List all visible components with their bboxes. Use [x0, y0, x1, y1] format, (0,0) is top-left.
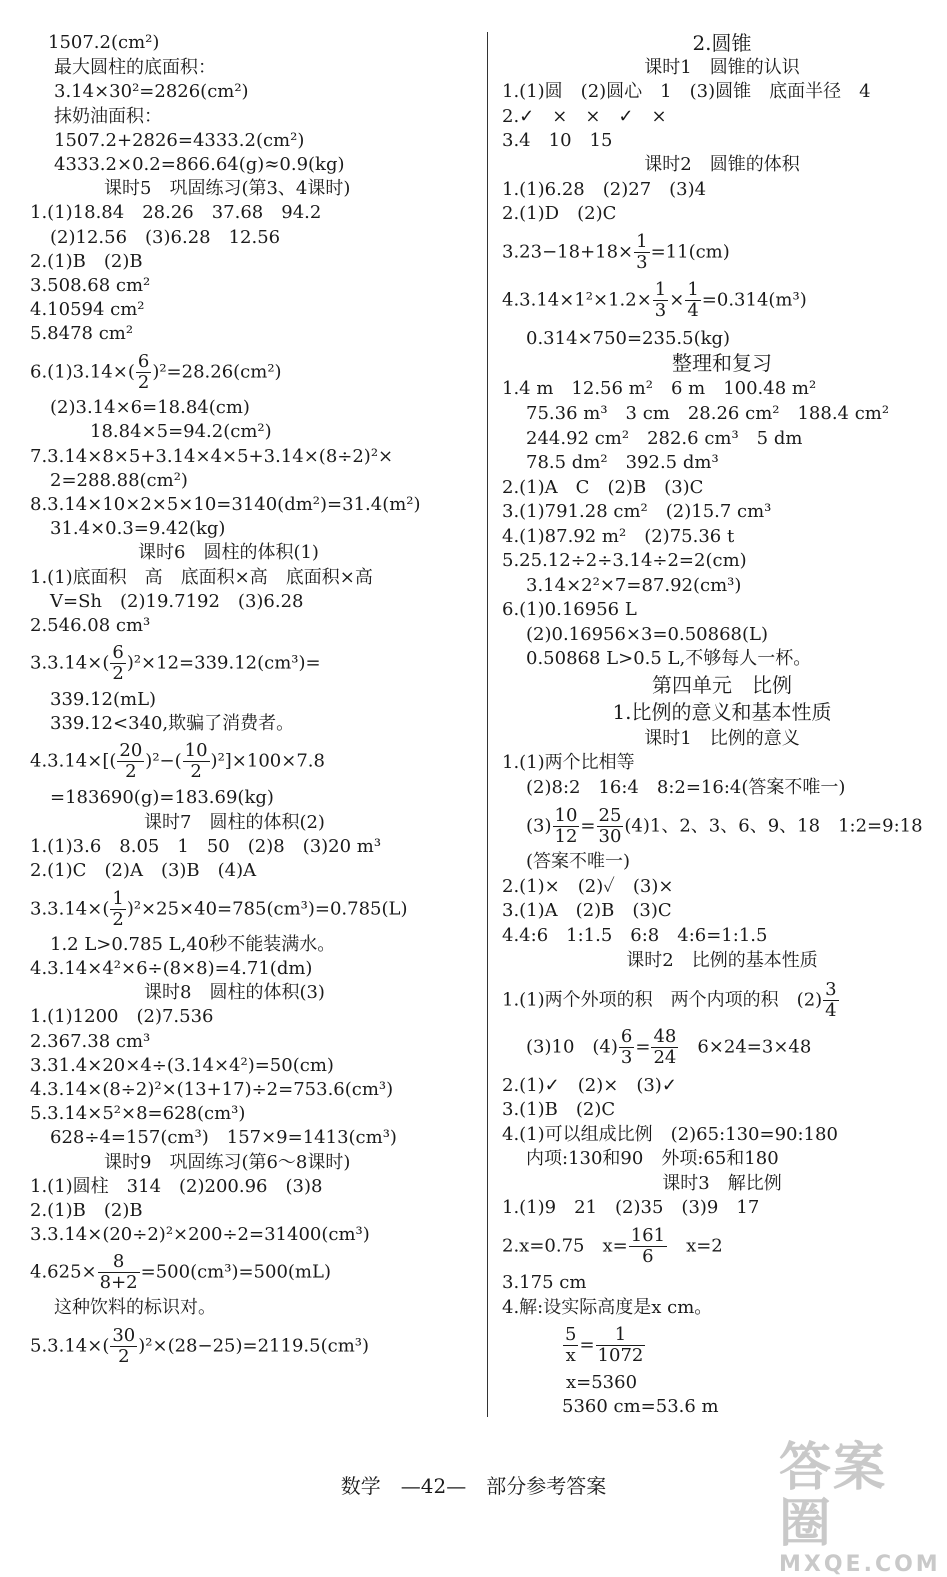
text-line: 1.(1)18.84 28.26 37.68 94.2 — [30, 202, 322, 223]
section-heading: 课时8 圆柱的体积(3) — [144, 982, 325, 1003]
text-line: 3.(1)A (2)B (3)C — [502, 900, 672, 921]
text-line: 4333.2×0.2=866.64(g)≈0.9(kg) — [54, 154, 345, 175]
text-line: (答案不唯一) — [526, 851, 631, 872]
text-line: 3.3.14×(20÷2)²×200÷2=31400(cm³) — [30, 1224, 370, 1245]
page-footer: 数学 —42— 部分参考答案 — [340, 1474, 607, 1498]
text-line: 2.✓ × × ✓ × — [502, 106, 667, 127]
watermark-text: 答案圈 — [779, 1438, 888, 1554]
text-line: 78.5 dm² 392.5 dm³ — [526, 452, 719, 473]
text-line: 1507.2(cm²) — [48, 32, 160, 53]
text-line: 4.(1)可以组成比例 (2)65:130=90:180 — [502, 1124, 838, 1145]
formula-line: 4.3.14×[( $\frac{20}{2}$ )²−( $\frac{10}{2}$ )²]×100×7.8 — [30, 740, 325, 782]
text-line: 0.50868 L>0.5 L,不够每人一杯。 — [526, 648, 812, 669]
text-line: 5.25.12÷2÷3.14÷2=2(cm) — [502, 550, 747, 571]
text-line: 4.3.14×4²×6÷(8×8)=4.71(dm) — [30, 958, 313, 979]
formula-line: 4.625× $\frac{8}{8+2}$ =500(cm³)=500(mL) — [30, 1251, 331, 1293]
text-line: 2.(1)A C (2)B (3)C — [502, 477, 704, 498]
text-line: 5360 cm=53.6 m — [562, 1396, 719, 1417]
text-line: 最大圆柱的底面积： — [54, 57, 216, 78]
text-line: 1507.2+2826=4333.2(cm²) — [54, 130, 305, 151]
formula-line: 3.23−18+18× $\frac{1}{3}$ =11(cm) — [502, 231, 730, 273]
text-line: 内项:130和90 外项:65和180 — [526, 1148, 779, 1169]
text-line: 4.4:6 1:1.5 6:8 4:6=1:1.5 — [502, 925, 768, 946]
text-line: V=Sh (2)19.7192 (3)6.28 — [50, 591, 304, 612]
formula-line: 3.3.14×( $\frac{1}{2}$ )²×25×40=785(cm³)=0.785(L) — [30, 888, 408, 930]
text-line: 339.12(mL) — [50, 689, 157, 710]
section-heading: 课时3 解比例 — [662, 1173, 782, 1194]
text-line: (2)12.56 (3)6.28 12.56 — [50, 227, 281, 248]
text-line: (2)8:2 16:4 8:2=16:4(答案不唯一) — [526, 777, 846, 798]
formula-line: $\frac{5}{x}$ = $\frac{1}{1072}$ — [565, 1324, 644, 1366]
text-line: 31.4×0.3=9.42(kg) — [50, 518, 226, 539]
text-line: 2.(1)C (2)A (3)B (4)A — [30, 860, 257, 881]
text-line: 3.508.68 cm² — [30, 275, 151, 296]
column-divider — [487, 32, 488, 1417]
text-line: 18.84×5=94.2(cm²) — [90, 421, 272, 442]
text-line: 2.(1)× (2)✓ (3)× — [502, 876, 674, 897]
section-heading: 1.比例的意义和基本性质 — [612, 700, 832, 724]
text-line: 244.92 cm² 282.6 cm³ 5 dm — [526, 428, 803, 449]
text-line: 1.(1)1200 (2)7.536 — [30, 1006, 214, 1027]
text-line: 628÷4=157(cm³) 157×9=1413(cm³) — [50, 1127, 397, 1148]
text-line: 1.(1)两个比相等 — [502, 752, 635, 773]
text-line: (2)3.14×6=18.84(cm) — [50, 397, 250, 418]
unit-heading: 第四单元 比例 — [652, 673, 792, 697]
text-line: 3.31.4×20×4÷(3.14×4²)=50(cm) — [30, 1055, 334, 1076]
section-heading: 整理和复习 — [672, 351, 772, 375]
text-line: x=5360 — [566, 1372, 638, 1393]
text-line: 4.(1)87.92 m² (2)75.36 t — [502, 526, 735, 547]
text-line: 8.3.14×10×2×5×10=3140(dm²)=31.4(m²) — [30, 494, 421, 515]
section-heading: 课时1 圆锥的认识 — [644, 57, 800, 78]
section-heading: 课时9 巩固练习(第6～8课时) — [104, 1152, 351, 1173]
text-line: 1.(1)圆柱 314 (2)200.96 (3)8 — [30, 1176, 323, 1197]
text-line: 75.36 m³ 3 cm 28.26 cm² 188.4 cm² — [526, 403, 890, 424]
text-line: 3.14×2²×7=87.92(cm³) — [526, 575, 742, 596]
section-heading: 课时6 圆柱的体积(1) — [138, 542, 319, 563]
text-line: 7.3.14×8×5+3.14×4×5+3.14×(8÷2)²× — [30, 446, 394, 467]
text-line: 4.10594 cm² — [30, 299, 145, 320]
formula-line: 1.(1)两个外项的积 两个内项的积 (2) $\frac{3}{4}$ — [502, 979, 837, 1021]
text-line: 3.14×30²=2826(cm²) — [54, 81, 249, 102]
chapter-heading: 2.圆锥 — [692, 31, 752, 55]
text-line: 5.8478 cm² — [30, 323, 134, 344]
text-line: 6.(1)0.16956 L — [502, 599, 637, 620]
text-line: 1.(1)3.6 8.05 1 50 (2)8 (3)20 m³ — [30, 836, 382, 857]
text-line: 3.(1)B (2)C — [502, 1099, 616, 1120]
text-line: 1.4 m 12.56 m² 6 m 100.48 m² — [502, 378, 817, 399]
text-line: 0.314×750=235.5(kg) — [526, 328, 731, 349]
text-line: 抹奶油面积： — [54, 106, 162, 127]
section-heading: 课时2 圆锥的体积 — [644, 154, 800, 175]
text-line: 5.3.14×5²×8=628(cm³) — [30, 1103, 246, 1124]
formula-line: 2.x=0.75 x= $\frac{161}{6}$ x=2 — [502, 1225, 723, 1267]
text-line: 4.解:设实际高度是x cm。 — [502, 1297, 713, 1318]
text-line: 2.(1)B (2)B — [30, 251, 143, 272]
formula-line: 6.(1)3.14×( $\frac{6}{2}$ )²=28.26(cm²) — [30, 351, 282, 393]
formula-line: (3)10 (4) $\frac{6}{3}$ = $\frac{48}{24}$ 6×24=3×48 — [526, 1026, 812, 1068]
formula-line: 4.3.14×1²×1.2× $\frac{1}{3}$ × $\frac{1}{4}$ =0.314(m³) — [502, 279, 807, 321]
text-line: 2.546.08 cm³ — [30, 615, 151, 636]
text-line: 1.(1)6.28 (2)27 (3)4 — [502, 179, 707, 200]
text-line: 这种饮料的标识对。 — [54, 1297, 216, 1318]
text-line: 2.(1)D (2)C — [502, 203, 617, 224]
text-line: 1.(1)圆 (2)圆心 1 (3)圆锥 底面半径 4 — [502, 81, 871, 102]
text-line: (2)0.16956×3=0.50868(L) — [526, 624, 768, 645]
text-line: 2.(1)✓ (2)× (3)✓ — [502, 1075, 677, 1096]
section-heading: 课时1 比例的意义 — [644, 728, 800, 749]
text-line: 3.(1)791.28 cm² (2)15.7 cm³ — [502, 501, 772, 522]
text-line: 1.(1)底面积 高 底面积×高 底面积×高 — [30, 567, 373, 588]
text-line: 3.175 cm — [502, 1272, 587, 1293]
formula-line: (3) $\frac{10}{12}$ = $\frac{25}{30}$ (4)1、2、3、6、9、18 1:2=9:18 — [526, 805, 923, 847]
text-line: 1.(1)9 21 (2)35 (3)9 17 — [502, 1197, 760, 1218]
text-line: 339.12<340,欺骗了消费者。 — [50, 713, 295, 734]
text-line: =183690(g)=183.69(kg) — [50, 787, 274, 808]
text-line: 4.3.14×(8÷2)²×(13+17)÷2=753.6(cm³) — [30, 1079, 394, 1100]
text-line: 2.(1)B (2)B — [30, 1200, 143, 1221]
watermark-logo — [779, 1438, 941, 1577]
text-line: 2=288.88(cm²) — [50, 470, 188, 491]
section-heading: 课时5 巩固练习(第3、4课时) — [104, 178, 351, 199]
watermark-url: MXQE.COM — [779, 1552, 941, 1577]
formula-line: 3.3.14×( $\frac{6}{2}$ )²×12=339.12(cm³)= — [30, 642, 321, 684]
formula-line: 5.3.14×( $\frac{30}{2}$ )²×(28−25)=2119.5(cm³) — [30, 1325, 369, 1367]
section-heading: 课时2 比例的基本性质 — [626, 950, 818, 971]
section-heading: 课时7 圆柱的体积(2) — [144, 812, 325, 833]
text-line: 2.367.38 cm³ — [30, 1031, 151, 1052]
text-line: 1.2 L>0.785 L,40秒不能装满水。 — [50, 934, 336, 955]
text-line: 3.4 10 15 — [502, 130, 613, 151]
